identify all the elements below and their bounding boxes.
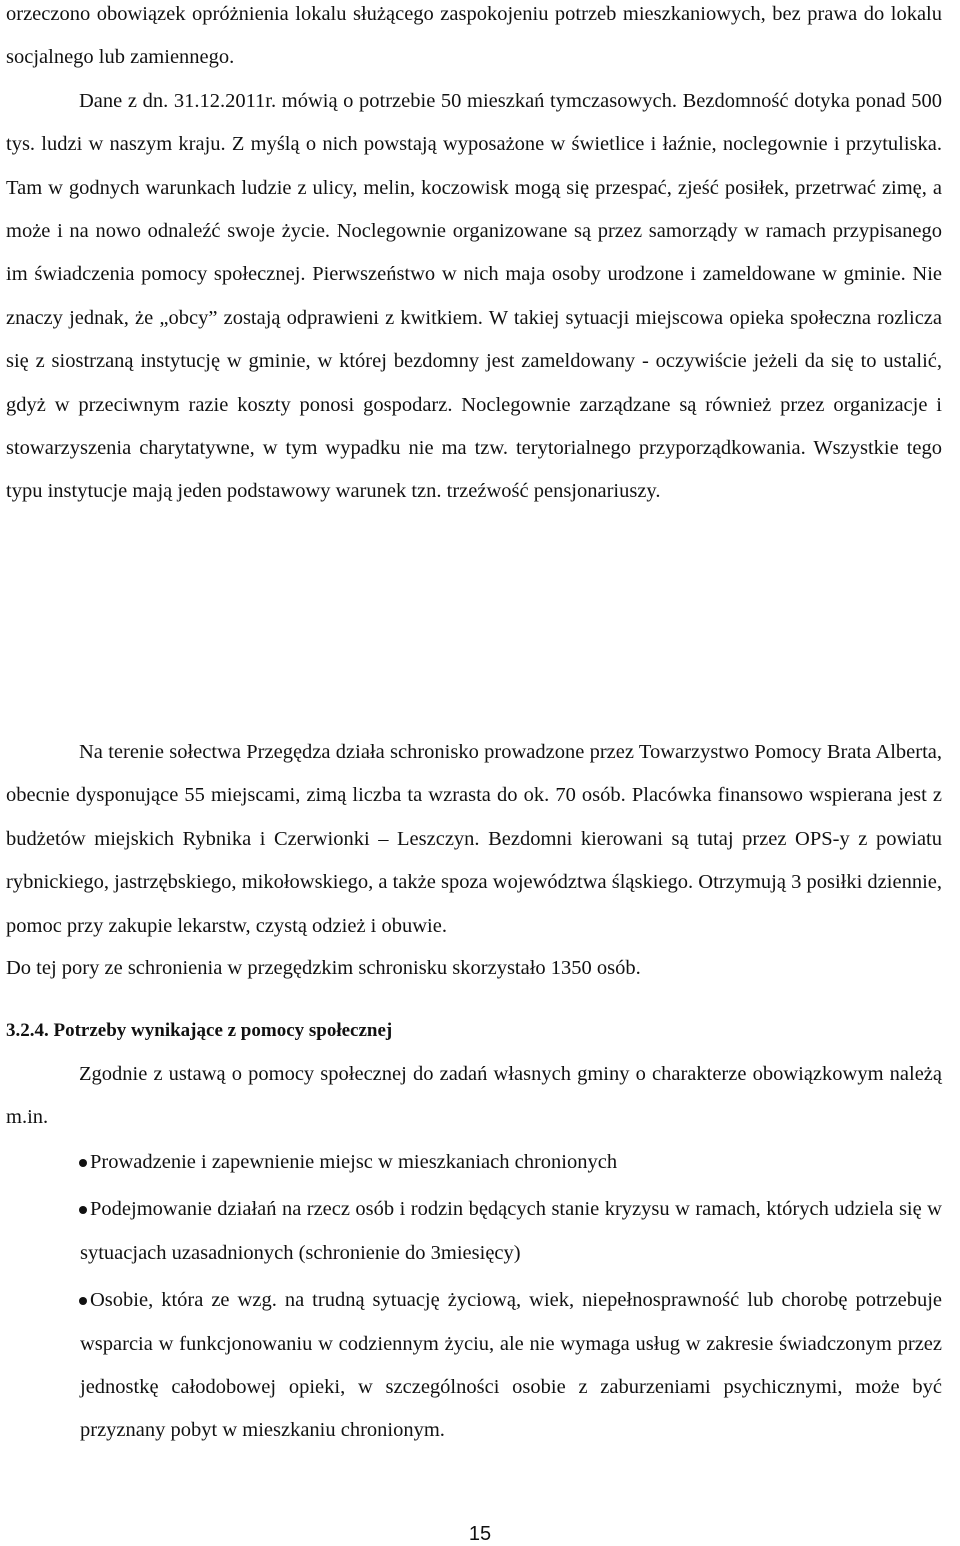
- paragraph: Do tej pory ze schronienia w przegędzkim schronisku skorzystało 1350 osób.: [6, 957, 641, 979]
- section-intro: Zgodnie z ustawą o pomocy społecznej do zadań własnych gminy o charakterze obowiązkowym należą m.in.: [6, 1063, 942, 1129]
- paragraph: Dane z dn. 31.12.2011r. mówią o potrzebie 50 mieszkań tymczasowych. Bezdomność dotyka ponad 500 tys. ludzi w naszym kraju. Z myślą o nich powstają wyposażone w świetlice i łaźnie, noclegownie i przytuliska. Tam w godnych warunkach ludzie z ulicy, melin, koczowisk mogą się przespać, zjeść posiłek, przetrwać zimę, a może i na nowo odnaleźć swoje życie. Noclegownie organizowane są przez samorządy w ramach przypisanego im świadczenia pomocy społecznej. Pierwszeństwo w nich maja osoby urodzone i zameldowane w gminie. Nie znaczy jednak, że „obcy” zostają odprawieni z kwitkiem. W takiej sytuacji miejscowa opieka społeczna rozlicza się z siostrzaną instytucję w gminie, w której bezdomny jest zameldowany - oczywiście jeżeli da się to ustalić, gdyż w przeciwnym razie koszty ponosi gospodarz. Noclegownie zarządzane są również przez organizacje i stowarzyszenia charytatywne, w tym wypadku nie ma tzw. terytorialnego przyporządkowania. Wszystkie tego typu instytucje mają jeden podstawowy warunek tzn. trzeźwość pensjonariuszy.: [6, 89, 942, 503]
- section-intro-block: [0, 1053, 948, 1140]
- list-item-text: Osobie, która ze wzg. na trudną sytuację życiową, wiek, niepełnosprawność lub chorobę potrzebuje wsparcia w funkcjonowaniu w codziennym życiu, ale nie wymaga usług w zakresie świadczonym przez jednostkę całodobowej opieki, w szczególności osobie z zaburzeniami psychicznymi, może być przyznany pobyt w mieszkaniu chronionym.: [80, 1289, 942, 1442]
- paragraph-block-3: [0, 947, 948, 990]
- bullet-list: [0, 1141, 948, 1457]
- list-item: [0, 1188, 948, 1275]
- paragraph-block-1: [0, 0, 948, 514]
- paragraph-block-2: [0, 731, 948, 948]
- page-number: 15: [468, 1523, 492, 1545]
- list-item: [0, 1279, 948, 1453]
- list-item: [0, 1141, 948, 1184]
- paragraph: Na terenie sołectwa Przegędza działa schronisko prowadzone przez Towarzystwo Pomocy Brata Alberta, obecnie dysponujące 55 miejscami, zimą liczba ta wzrasta do ok. 70 osób. Placówka finansowo wspierana jest z budżetów miejskich Rybnika i Czerwionki – Leszczyn. Bezdomni kierowani są tutaj przez OPS-y z powiatu rybnickiego, jastrzębskiego, mikołowskiego, a także spoza województwa śląskiego. Otrzymują 3 posiłki dziennie, pomoc przy zakupie lekarstw, czystą odzież i obuwie.: [6, 741, 942, 937]
- paragraph: orzeczono obowiązek opróżnienia lokalu służącego zaspokojeniu potrzeb mieszkaniowych, bez prawa do lokalu socjalnego lub zamiennego.: [6, 3, 942, 69]
- list-item-text: Prowadzenie i zapewnienie miejsc w mieszkaniach chronionych: [90, 1151, 618, 1173]
- section-heading: 3.2.4. Potrzeby wynikające z pomocy społecznej: [6, 1020, 393, 1041]
- list-item-text: Podejmowanie działań na rzecz osób i rodzin będących stanie kryzysu w ramach, których udziela się w sytuacjach uzasadnionych (schronienie do 3miesięcy): [80, 1198, 942, 1264]
